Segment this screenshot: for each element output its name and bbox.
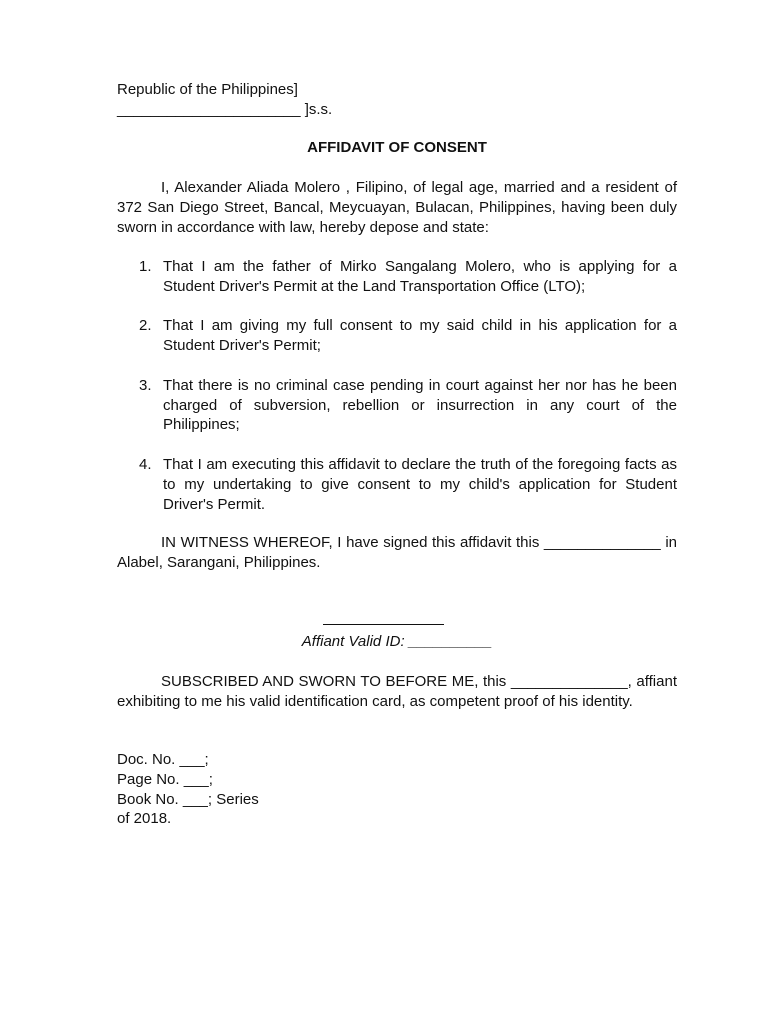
affiant-valid-id: Affiant Valid ID: __________ [301,633,493,650]
notarial-register [117,750,677,829]
witness-paragraph: IN WITNESS WHEREOF, I have signed this affidavit this ______________ in Alabel, Sarangani, Philippines. [117,534,677,571]
statement-item [117,455,677,514]
statement-text: That I am giving my full consent to my said child in his application for a Student Driver's Permit; [163,317,677,355]
venue-header [117,80,677,120]
book-number: Book No. ___; Series [117,790,259,808]
document-title: AFFIDAVIT OF CONSENT [307,139,487,156]
signature-line [323,624,444,625]
venue-country: Republic of the Philippines] [117,81,298,98]
statement-item [117,376,677,435]
statement-item [117,257,677,297]
statement-number: 2. [139,317,152,335]
statement-item [117,316,677,356]
statement-number: 4. [139,455,152,473]
jurat-paragraph: SUBSCRIBED AND SWORN TO BEFORE ME, this ______________, affiant exhibiting to me his valid identification card, as competent proof of his identity. [117,673,677,710]
statement-number: 3. [139,376,152,394]
statement-text: That I am the father of Mirko Sangalang Molero, who is applying for a Student Driver's Permit at the Land Transportation Office (LTO); [163,258,677,295]
statement-text: That I am executing this affidavit to declare the truth of the foregoing facts as to my undertaking to give consent to my child's application for Student Driver's Permit. [163,455,677,513]
intro-paragraph: I, Alexander Aliada Molero , Filipino, of legal age, married and a resident of 372 San Diego Street, Bancal, Meycuayan, Bulacan, Philippines, having been duly sworn in accordance with law, hereby depose and state: [117,179,677,236]
venue-locality-blank: ______________________ ]s.s. [117,100,333,118]
statement-text: That there is no criminal case pending in court against her nor has he been charged of subversion, rebellion or insurrection in any court of the Philippines; [163,376,677,434]
doc-number: Doc. No. ___; [117,751,209,768]
page-number: Page No. ___; [117,770,213,788]
statement-list [117,257,677,534]
series-year: of 2018. [117,810,172,828]
statement-number: 1. [139,258,152,275]
